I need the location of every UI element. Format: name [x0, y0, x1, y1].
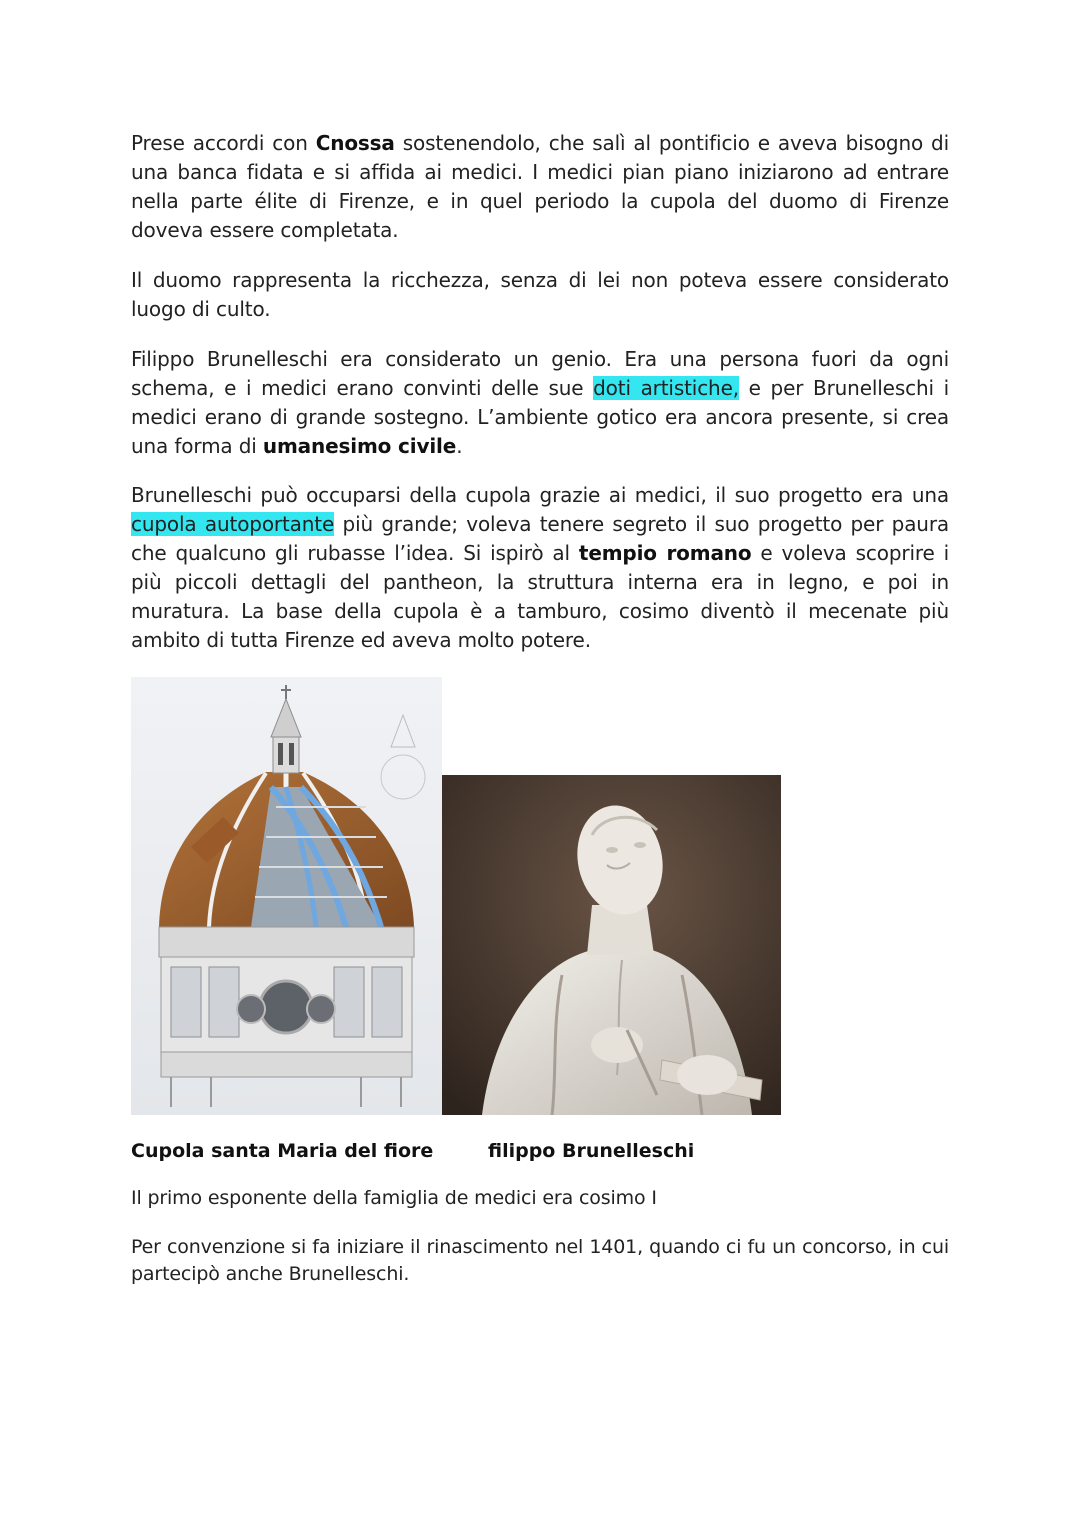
paragraph-cupola-project	[131, 481, 949, 655]
text-run: più grande; voleva tenere segreto il suo progetto per paura che qualcuno gli rubasse l’idea. Si ispirò al	[131, 512, 950, 565]
paragraph-duomo: Il duomo rappresenta la ricchezza, senza di lei non poteva essere considerato luogo di culto.	[131, 268, 949, 321]
highlighted-cupola-autoportante: cupola autoportante	[131, 512, 335, 536]
text-run: Filippo Brunelleschi era considerato un genio. Era una persona fuori da ogni schema, e i medici erano convinti delle sue	[131, 347, 949, 400]
paragraph-cnossa	[131, 129, 949, 245]
text-run: Brunelleschi può occuparsi della cupola grazie ai medici, il suo progetto era una	[131, 483, 949, 507]
statue-illustration	[442, 775, 781, 1115]
dome-cross-section-image	[131, 677, 442, 1115]
dome-illustration	[131, 677, 442, 1115]
text-run: e voleva scoprire i più piccoli dettagli del pantheon, la struttura interna era in legno, e poi in muratura. La base della cupola è a tamburo, cosimo diventò il mecenate più ambito di tutta Firenze ed aveva molto potere.	[131, 541, 949, 652]
text-run: .	[456, 434, 463, 458]
paragraph-cosimo: Il primo esponente della famiglia de medici era cosimo I	[131, 1187, 657, 1209]
bold-term-cnossa: Cnossa	[315, 131, 395, 155]
text-run: Prese accordi con	[131, 131, 316, 155]
caption-cupola: Cupola santa Maria del fiore	[131, 1140, 434, 1162]
highlighted-doti-artistiche: doti artistiche,	[593, 376, 739, 400]
text-run: e per Brunelleschi i medici erano di grande sostegno. L’ambiente gotico era ancora presente, si crea una forma di	[131, 376, 949, 458]
bold-term-tempio-romano: tempio romano	[578, 541, 752, 565]
paragraph-rinascimento: Per convenzione si fa iniziare il rinascimento nel 1401, quando ci fu un concorso, in cui partecipò anche Brunelleschi.	[131, 1236, 949, 1285]
paragraph-brunelleschi-genius	[131, 345, 949, 461]
bold-term-umanesimo-civile: umanesimo civile	[262, 434, 457, 458]
brunelleschi-statue-image	[442, 775, 781, 1115]
text-run: sostenendolo, che salì al pontificio e aveva bisogno di una banca fidata e si affida ai medici. I medici pian piano iniziarono ad entrare nella parte élite di Firenze, e in quel periodo la cupola del duomo di Firenze doveva essere completata.	[131, 131, 949, 242]
caption-brunelleschi: filippo Brunelleschi	[488, 1140, 695, 1162]
